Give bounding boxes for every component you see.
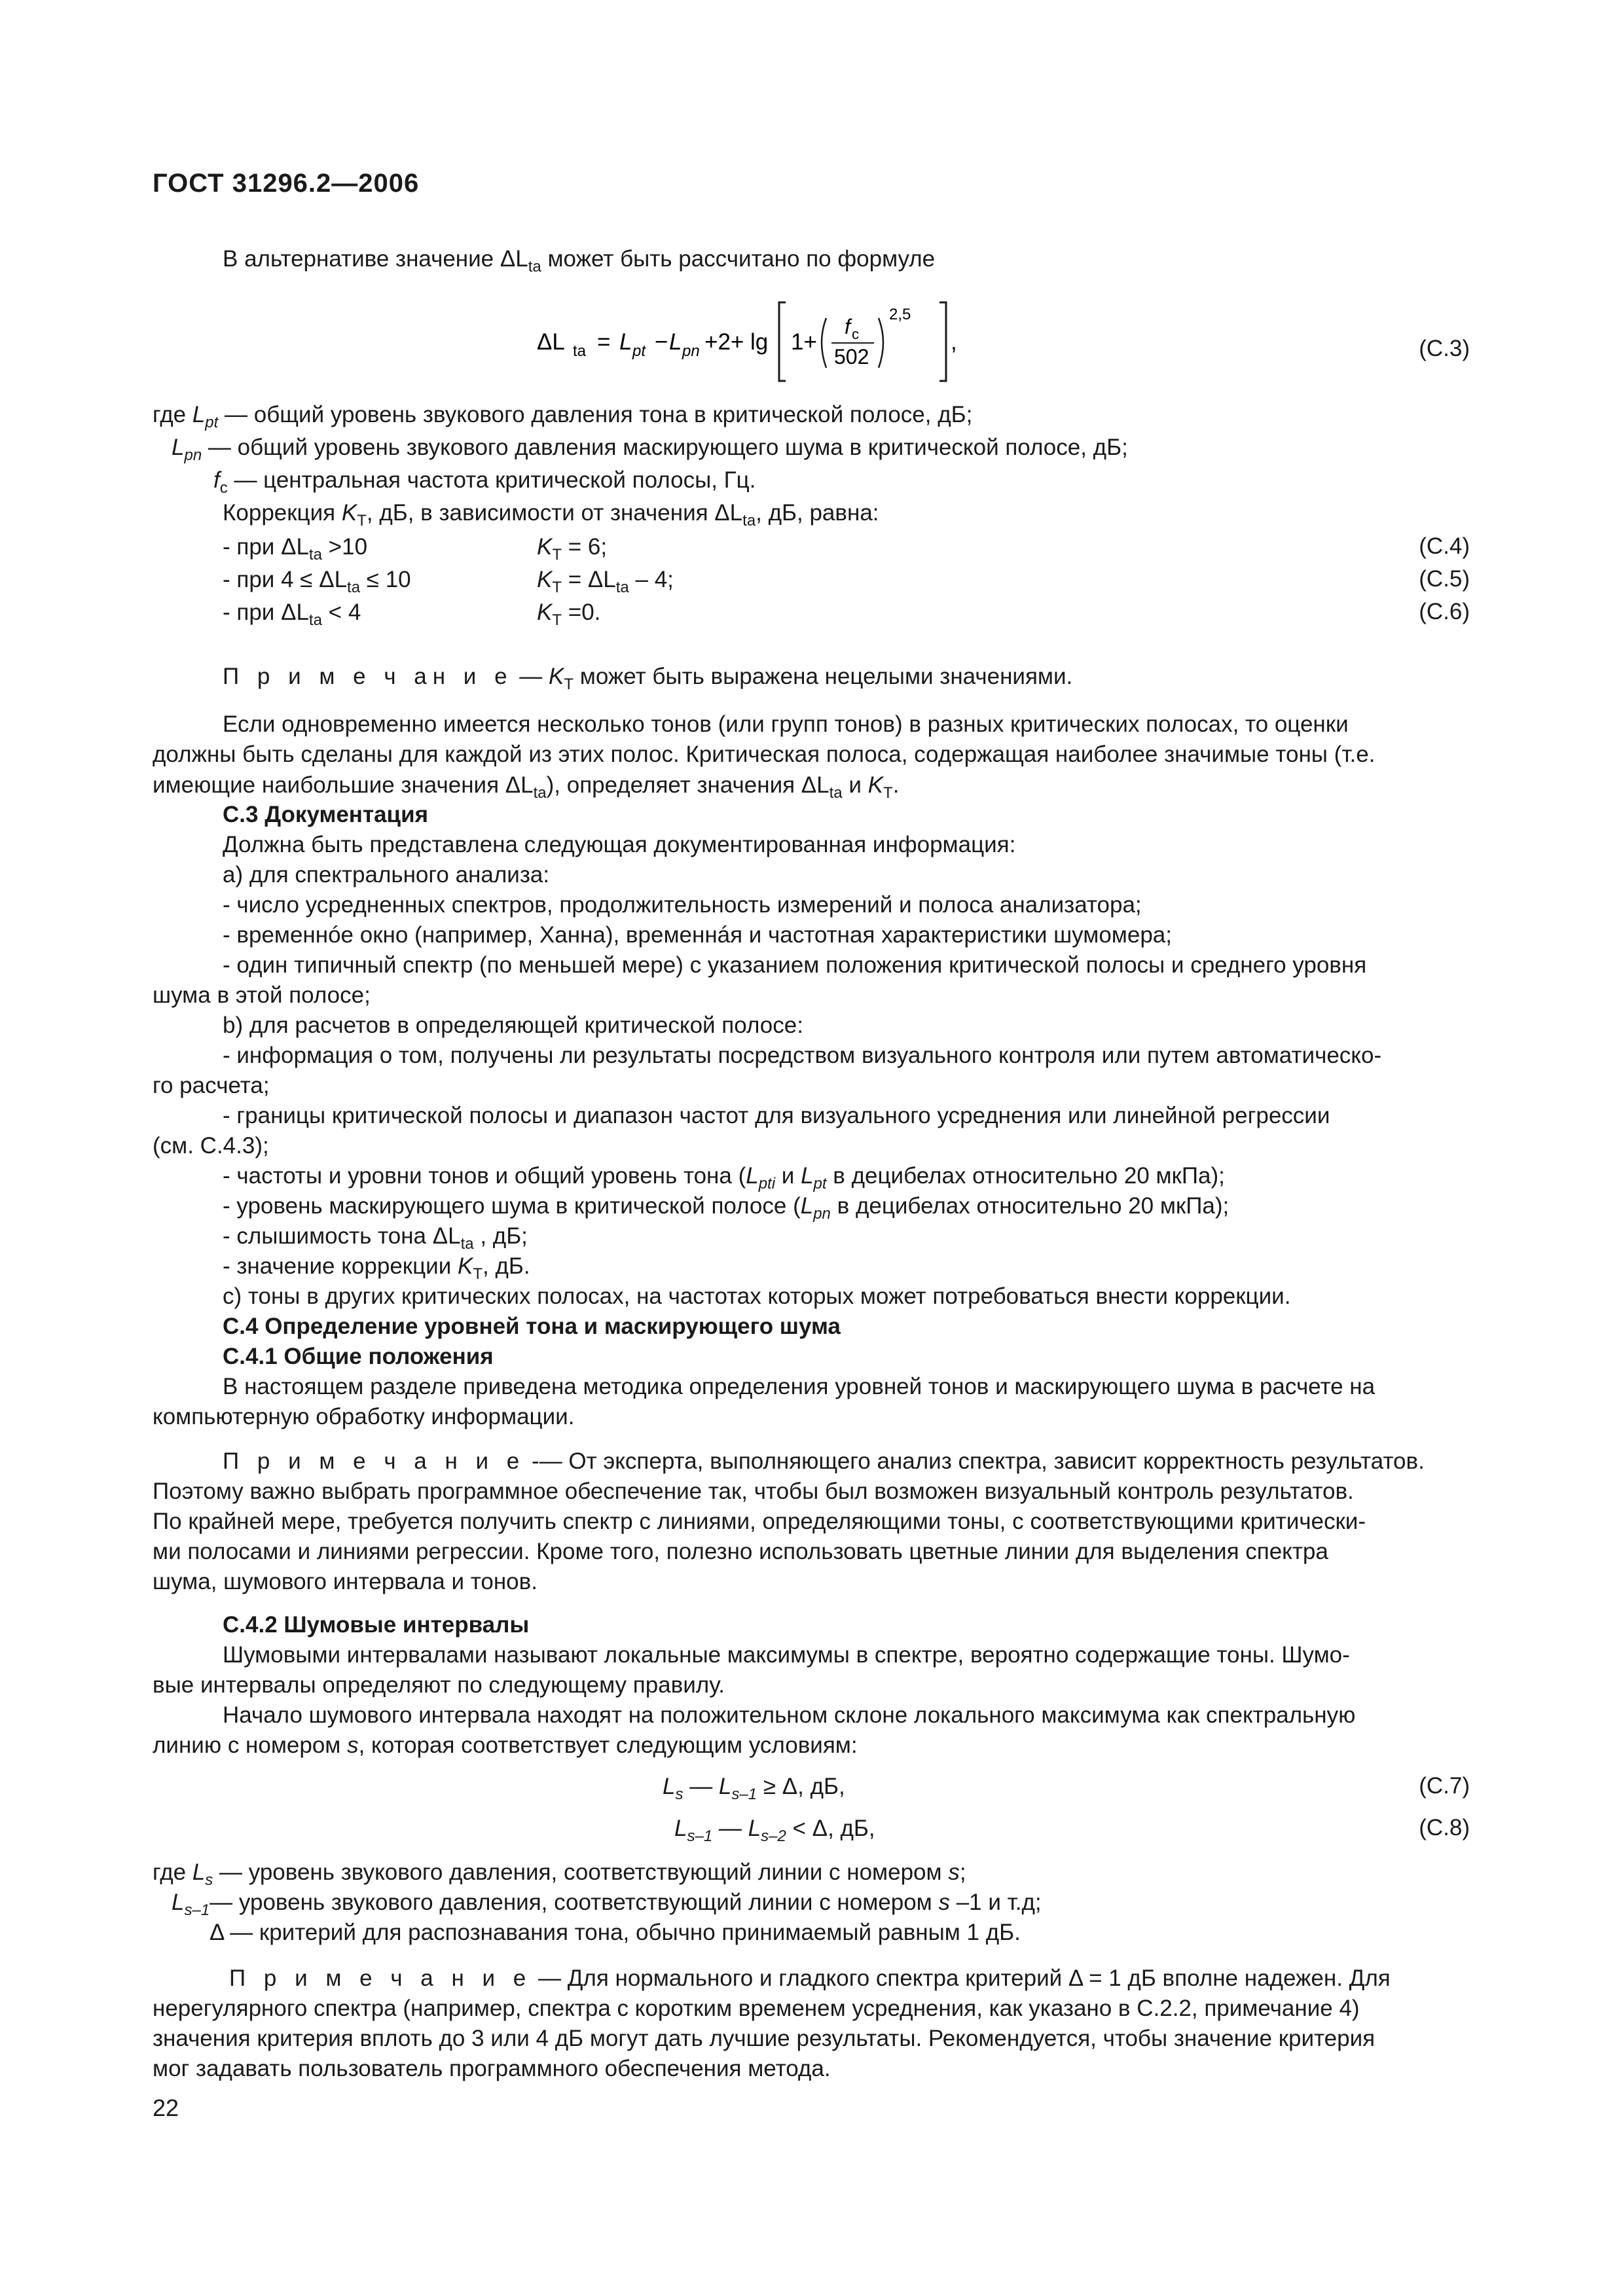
text: < Δ, дБ, bbox=[786, 1816, 875, 1841]
where-sym: L bbox=[192, 402, 206, 427]
sub: pt bbox=[813, 1175, 827, 1193]
formula-c7 bbox=[663, 1771, 845, 1803]
c41-line-2: компьютерную обработку информации. bbox=[153, 1404, 575, 1429]
case-row-1 bbox=[223, 531, 367, 563]
sub: T bbox=[473, 1265, 483, 1283]
k-sub: T bbox=[564, 675, 574, 693]
intro-rest: может быть рассчитано по формуле bbox=[541, 246, 936, 272]
where-text: — общий уровень звукового давления тона в критической полосе, дБ; bbox=[218, 402, 973, 427]
note-text: — Для нормального и гладкого спектра критерий Δ = 1 дБ вполне надежен. Для bbox=[532, 1965, 1391, 1991]
case-cond-2: >10 bbox=[321, 534, 368, 560]
doc-line: Должна быть представлена следующая документированная информация: bbox=[223, 832, 1016, 857]
c42-line-2: вые интервалы определяют по следующему правилу. bbox=[153, 1672, 725, 1698]
text: - частоты и уровни тонов и общий уровень тона ( bbox=[223, 1163, 746, 1189]
doc-line: c) тоны в других критических полосах, на частотах которых может потребоваться внести коррекции. bbox=[223, 1283, 1291, 1309]
doc-line: - один типичный спектр (по меньшей мере) с указанием положения критической полосы и среднего уровня bbox=[223, 952, 1367, 978]
sub: ta bbox=[533, 784, 547, 802]
text: –1 и т.д; bbox=[949, 1890, 1042, 1915]
l-symbol: L bbox=[663, 1774, 676, 1799]
l-symbol: L bbox=[674, 1816, 687, 1841]
case-cond-2: < 4 bbox=[321, 600, 361, 625]
sub: s–2 bbox=[761, 1827, 786, 1845]
text: и bbox=[775, 1163, 801, 1189]
case-result-3 bbox=[537, 597, 600, 628]
where-sub: pn bbox=[184, 446, 202, 464]
formula-lpn: L bbox=[669, 329, 682, 355]
intro-line bbox=[223, 243, 935, 275]
case-result-1 bbox=[537, 531, 607, 563]
sub: s–1 bbox=[731, 1785, 757, 1803]
case-sub: ta bbox=[308, 546, 322, 564]
formula-plus2: +2+ bbox=[704, 329, 744, 355]
doc-line: b) для расчетов в определяющей критической полосе: bbox=[223, 1013, 803, 1038]
doc-line: - число усредненных спектров, продолжительность измерений и полоса анализатора; bbox=[223, 892, 1142, 918]
doc-line: - границы критической полосы и диапазон частот для визуального усреднения или линейной регрессии bbox=[223, 1103, 1330, 1128]
s-symbol: s bbox=[938, 1890, 950, 1915]
k-symbol: K bbox=[341, 500, 357, 526]
sub: s bbox=[205, 1871, 213, 1889]
k-sub: T bbox=[357, 512, 367, 529]
text: имеющие наибольшие значения ΔL bbox=[153, 772, 534, 798]
l-symbol: L bbox=[172, 1890, 185, 1915]
text: в децибелах относительно 20 мкПа); bbox=[830, 1193, 1230, 1219]
left-paren bbox=[822, 318, 826, 368]
formula-fc: f bbox=[845, 315, 850, 338]
text: и bbox=[842, 772, 868, 798]
k-sub: T bbox=[552, 579, 562, 596]
k-sub: T bbox=[552, 611, 562, 629]
note-2-line: шума, шумового интервала и тонов. bbox=[153, 1569, 538, 1594]
l-symbol: L bbox=[800, 1193, 814, 1219]
note-text: -— От эксперта, выполняющего анализ спектра, зависит корректность результатов. bbox=[525, 1448, 1425, 1474]
correction-text-2: , дБ, в зависимости от значения ΔL bbox=[366, 500, 743, 526]
note-2-line-1 bbox=[223, 1446, 1425, 1477]
k-symbol: K bbox=[549, 664, 564, 689]
doc-line-mask bbox=[223, 1191, 1229, 1221]
note-3-line-1 bbox=[229, 1964, 1391, 1994]
intro-sub: ta bbox=[528, 258, 541, 276]
where-c7-2 bbox=[172, 1888, 1042, 1918]
where-line-1 bbox=[153, 399, 972, 431]
text: ≥ Δ, дБ, bbox=[757, 1774, 845, 1799]
where-sub: c bbox=[219, 479, 228, 497]
para-multi-line-1: Если одновременно имеется несколько тонов (или групп тонов) в разных критических полосах, то оценки bbox=[223, 711, 1349, 737]
right-paren bbox=[879, 318, 883, 368]
l-symbol: L bbox=[192, 1859, 206, 1885]
formula-lg: lg bbox=[750, 329, 769, 355]
formula-lpn-sub: pn bbox=[682, 342, 700, 360]
case-sub: ta bbox=[308, 611, 322, 629]
case-sub: ta bbox=[347, 579, 361, 596]
k-sub: T bbox=[552, 546, 562, 564]
case-result-2 bbox=[537, 564, 674, 596]
formula-one-plus: 1+ bbox=[791, 329, 817, 355]
note-1 bbox=[223, 661, 1072, 692]
note-3-line: значения критерия вплоть до 3 или 4 дБ могут дать лучшие результаты. Рекомендуется, чтобы значение критерия bbox=[153, 2026, 1376, 2051]
intro-text: В альтернативе значение ΔL bbox=[223, 246, 528, 272]
doc-line: - информация о том, получены ли результаты посредством визуального контроля или путем автоматическо- bbox=[223, 1043, 1382, 1068]
l-symbol: L bbox=[748, 1816, 761, 1841]
case-cond: - при ΔL bbox=[223, 600, 309, 625]
sub: pti bbox=[758, 1175, 776, 1193]
formula-exp: 2,5 bbox=[889, 306, 911, 323]
correction-text: Коррекция bbox=[223, 500, 342, 526]
formula-lpt: L bbox=[619, 329, 632, 355]
sub: ta bbox=[460, 1235, 474, 1253]
formula-eq: = bbox=[597, 329, 611, 355]
case-row-2 bbox=[223, 564, 411, 596]
case-result: =0. bbox=[562, 600, 601, 625]
where-sym: L bbox=[172, 435, 185, 460]
formula-number-c4: (C.4) bbox=[1419, 533, 1470, 559]
formula-fc-sub: c bbox=[852, 326, 859, 342]
where-prefix: где bbox=[153, 402, 192, 427]
text: . bbox=[892, 772, 900, 798]
formula-number-c7: (C.7) bbox=[1419, 1773, 1470, 1799]
text: ; bbox=[959, 1859, 966, 1885]
l-sub: ta bbox=[615, 579, 629, 596]
k-symbol: K bbox=[867, 772, 884, 798]
doc-line-freq bbox=[223, 1161, 1225, 1191]
sub: s–1 bbox=[184, 1901, 210, 1919]
note-label: П р и м е ч а н и е bbox=[229, 1965, 532, 1991]
where-line-2 bbox=[172, 432, 1128, 463]
note-3-line: мог задавать пользователь программного обеспечения метода. bbox=[153, 2056, 831, 2081]
l-symbol: L bbox=[718, 1774, 732, 1799]
text: — уровень звукового давления, соответствующий линии с номером bbox=[210, 1890, 939, 1915]
k-symbol: K bbox=[537, 534, 553, 560]
para-multi-line-2: должны быть сделаны для каждой из этих полос. Критическая полоса, содержащая наиболее значимые тоны (т.е. bbox=[153, 742, 1376, 767]
case-result-2: – 4; bbox=[629, 567, 674, 592]
document-header: ГОСТ 31296.2—2006 bbox=[153, 169, 420, 198]
text: в децибелах относительно 20 мкПа); bbox=[826, 1163, 1225, 1189]
correction-text-3: , дБ, равна: bbox=[756, 500, 879, 526]
doc-line-corr bbox=[223, 1251, 530, 1282]
k-symbol: K bbox=[537, 567, 553, 592]
note-label: П р и м е ч а н и е bbox=[223, 1448, 526, 1474]
note-2-line: Поэтому важно выбрать программное обеспечение так, чтобы был возможен визуальный контроль результатов. bbox=[153, 1479, 1354, 1504]
text: где bbox=[153, 1859, 192, 1885]
note-3-line: нерегулярного спектра (например, спектра с коротким временем усреднения, как указано в С.2.2, примечание 4) bbox=[153, 1996, 1360, 2021]
left-bracket bbox=[779, 302, 786, 381]
case-cond: - при 4 ≤ ΔL bbox=[223, 567, 348, 592]
text: ), определяет значения ΔL bbox=[546, 772, 830, 798]
section-heading-c4: С.4 Определение уровней тона и маскирующего шума bbox=[223, 1314, 841, 1339]
doc-line: - временнóе окно (например, Ханна), временнáя и частотная характеристики шумомера; bbox=[223, 922, 1172, 948]
text: , которая соответствует следующим условиям: bbox=[358, 1732, 858, 1758]
formula-minus: − bbox=[655, 329, 668, 355]
case-cond-2: ≤ 10 bbox=[360, 567, 411, 592]
where-c7-1 bbox=[153, 1857, 966, 1888]
c41-line-1: В настоящем разделе приведена методика определения уровней тонов и маскирующего шума в расчете на bbox=[223, 1374, 1376, 1399]
k-symbol: K bbox=[537, 600, 553, 625]
sub: s bbox=[675, 1785, 684, 1803]
c42-line-4 bbox=[153, 1731, 858, 1761]
correction-line bbox=[223, 497, 879, 529]
note-2-line: По крайней мере, требуется получить спектр с линиями, определяющими тоны, с соответствующими критически- bbox=[153, 1509, 1366, 1534]
sub: pn bbox=[813, 1205, 831, 1223]
s-symbol: s bbox=[948, 1859, 960, 1885]
formula-lpt-sub: pt bbox=[632, 342, 646, 360]
dash: — bbox=[683, 1774, 719, 1799]
where-text: — центральная частота критической полосы, Гц. bbox=[227, 467, 756, 493]
doc-line: шума в этой полосе; bbox=[153, 982, 371, 1008]
formula-c3 bbox=[537, 293, 969, 391]
formula-number-c3: (C.3) bbox=[1419, 336, 1470, 361]
case-cond: - при ΔL bbox=[223, 534, 309, 560]
formula-number-c8: (C.8) bbox=[1419, 1815, 1470, 1840]
text: , дБ. bbox=[483, 1253, 530, 1279]
formula-comma: , bbox=[951, 329, 957, 355]
l-symbol: L bbox=[801, 1163, 814, 1189]
c42-line-1: Шумовыми интервалами называют локальные максимумы в спектре, вероятно содержащие тоны. Шумо- bbox=[223, 1642, 1350, 1668]
page-number: 22 bbox=[153, 2094, 179, 2121]
where-sym: f bbox=[213, 467, 220, 493]
sub: s–1 bbox=[687, 1827, 713, 1845]
formula-number-c5: (C.5) bbox=[1419, 566, 1470, 592]
section-heading-c3: С.3 Документация bbox=[223, 802, 429, 827]
doc-line: (см. С.4.3); bbox=[153, 1133, 269, 1158]
l-sub: ta bbox=[742, 512, 756, 529]
text: - значение коррекции bbox=[223, 1253, 458, 1279]
case-result: = 6; bbox=[562, 534, 608, 560]
right-bracket bbox=[939, 302, 946, 381]
l-symbol: L bbox=[746, 1163, 759, 1189]
section-heading-c41: С.4.1 Общие положения bbox=[223, 1344, 494, 1369]
text: линию с номером bbox=[153, 1732, 348, 1758]
doc-line: а) для спектрального анализа: bbox=[223, 862, 550, 888]
text: , дБ; bbox=[473, 1223, 528, 1249]
formula-lhs-sub: ta bbox=[573, 342, 587, 360]
note-label: П р и м е ч ан и е bbox=[223, 664, 513, 689]
dash: — bbox=[712, 1816, 748, 1841]
para-multi-line-3 bbox=[153, 770, 899, 801]
sub: ta bbox=[829, 784, 843, 802]
formula-lhs: ΔL bbox=[537, 329, 565, 355]
c42-line-3: Начало шумового интервала находят на положительном склоне локального максимума как спектральную bbox=[223, 1702, 1356, 1728]
text: - слышимость тона ΔL bbox=[223, 1223, 461, 1249]
where-line-3 bbox=[213, 465, 756, 496]
where-c7-3: Δ — критерий для распознавания тона, обычно принимаемый равным 1 дБ. bbox=[210, 1920, 1021, 1945]
text: - уровень маскирующего шума в критической полосе ( bbox=[223, 1193, 801, 1219]
case-result: = ΔL bbox=[562, 567, 616, 592]
note-dash: — bbox=[513, 664, 549, 689]
note-2-line: ми полосами и линиями регрессии. Кроме того, полезно использовать цветные линии для выделения спектра bbox=[153, 1539, 1328, 1564]
where-sub: pt bbox=[205, 414, 219, 431]
s-symbol: s bbox=[347, 1732, 359, 1758]
doc-line: го расчета; bbox=[153, 1073, 270, 1098]
formula-den: 502 bbox=[834, 345, 869, 368]
case-row-3 bbox=[223, 597, 361, 628]
k-symbol: K bbox=[457, 1253, 473, 1279]
formula-c8 bbox=[674, 1813, 875, 1844]
section-heading-c42: С.4.2 Шумовые интервалы bbox=[223, 1612, 530, 1638]
doc-line-aud bbox=[223, 1221, 528, 1251]
formula-number-c6: (C.6) bbox=[1419, 599, 1470, 624]
where-text: — общий уровень звукового давления маскирующего шума в критической полосе, дБ; bbox=[202, 435, 1128, 460]
note-text: может быть выражена нецелыми значениями. bbox=[574, 664, 1073, 689]
text: — уровень звукового давления, соответствующий линии с номером bbox=[213, 1859, 949, 1885]
k-sub: T bbox=[883, 784, 893, 802]
